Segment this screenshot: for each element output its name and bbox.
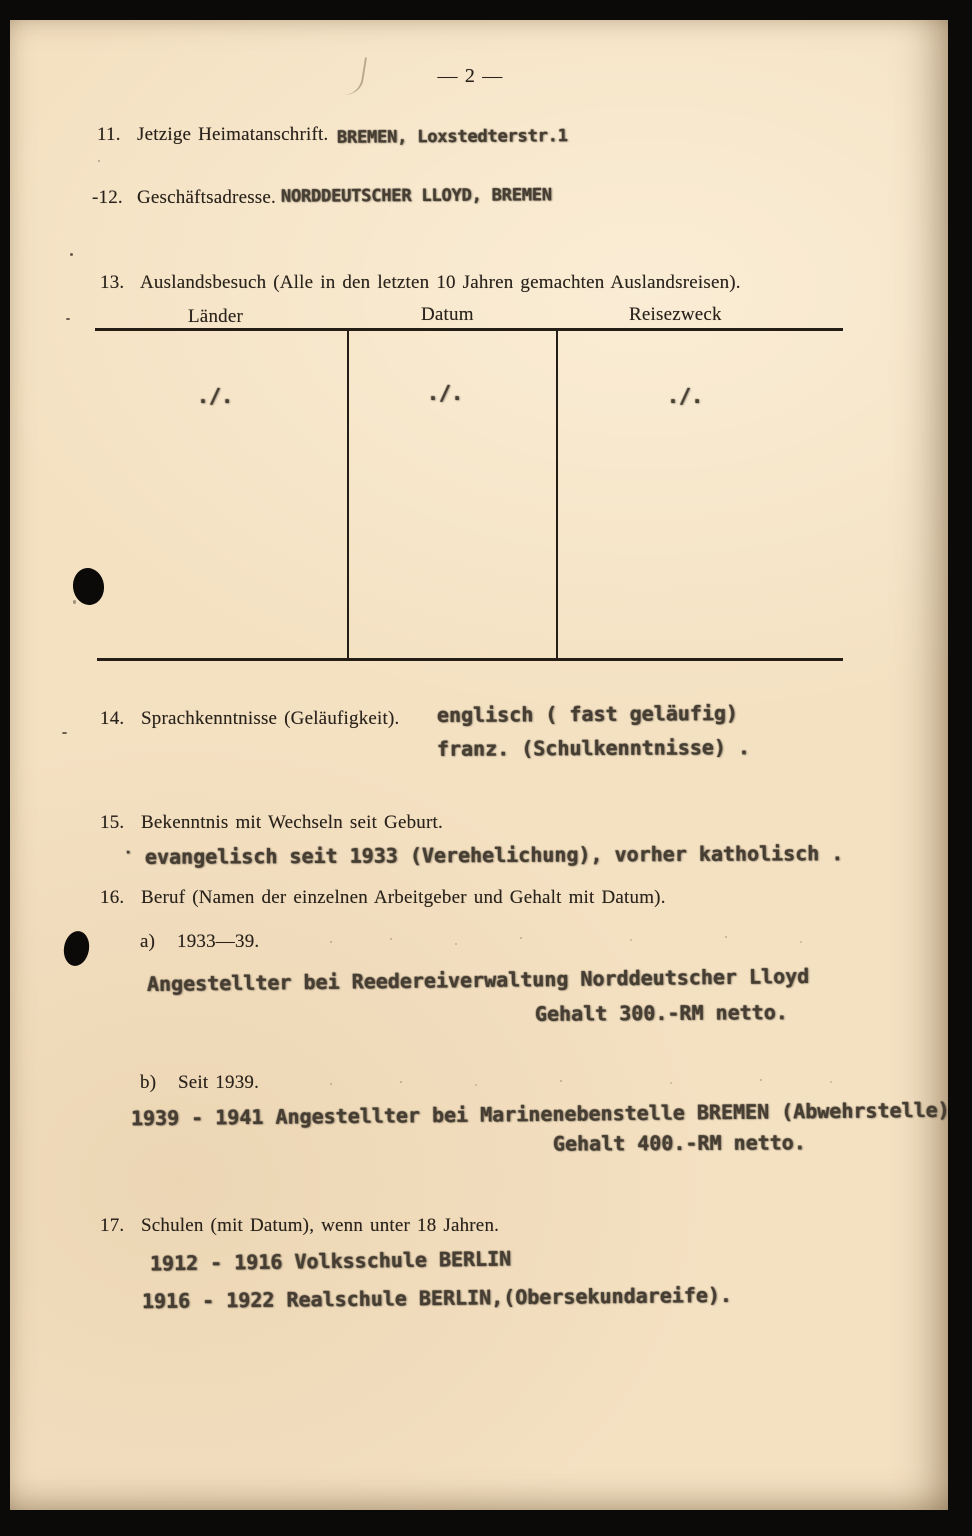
item-15-lead-mark: · <box>124 845 133 861</box>
table-column-divider-1 <box>347 331 349 658</box>
table-bottom-rule <box>97 658 843 661</box>
item-11-label: Jetzige Heimatanschrift. <box>137 124 329 145</box>
item-16-number: 16. <box>100 887 125 908</box>
item-17-typed-line2: 1916 - 1922 Realschule BERLIN,(Obersekundareife). <box>141 1282 733 1314</box>
item-15-label: Bekenntnis mit Wechseln seit Geburt. <box>141 812 443 833</box>
item-17-typed-line1: 1912 - 1916 Volksschule BERLIN <box>149 1246 512 1276</box>
item-16a-marker: a) <box>140 931 156 952</box>
table-header-laender: Länder <box>188 306 243 327</box>
item-14-typed-line2: franz. (Schulkenntnisse) . <box>436 735 751 761</box>
paper-speck <box>70 253 73 256</box>
paper-speck <box>62 732 67 734</box>
item-17-label: Schulen (mit Datum), wenn unter 18 Jahren. <box>141 1215 500 1236</box>
item-14-typed-line1: englisch ( fast geläufig) <box>436 700 739 728</box>
item-15-typed-value: evangelisch seit 1933 (Verehelichung), vorher katholisch . <box>144 841 844 869</box>
item-16b-typed-line1: 1939 - 1941 Angestellter bei Marinenebenstelle BREMEN (Abwehrstelle) <box>130 1097 950 1131</box>
table-column-divider-2 <box>556 331 558 658</box>
item-14-label: Sprachkenntnisse (Geläufigkeit). <box>141 708 400 729</box>
item-17-number: 17. <box>100 1215 125 1236</box>
item-15-number: 15. <box>100 812 125 833</box>
item-16a-label: 1933—39. <box>177 931 260 952</box>
paper-speck <box>98 160 100 162</box>
table-header-datum: Datum <box>421 304 474 325</box>
table-cell-reisezweck-value: ./. <box>667 384 704 408</box>
paper-speck <box>73 600 76 604</box>
dotted-guideline-16b <box>330 1083 332 1085</box>
item-14-number: 14. <box>100 708 125 729</box>
item-12-label: Geschäftsadresse. <box>137 187 276 208</box>
table-top-rule <box>95 328 843 331</box>
item-12-number: -12. <box>92 187 123 208</box>
item-12-typed-value: NORDDEUTSCHER LLOYD, BREMEN <box>280 185 553 207</box>
item-16a-typed-line1: Angestellter bei Reedereiverwaltung Norddeutscher Lloyd <box>146 963 810 997</box>
dotted-guideline-16a <box>330 941 332 943</box>
table-cell-datum-value: ./. <box>427 381 464 405</box>
table-cell-laender-value: ./. <box>197 384 234 408</box>
item-13-label: Auslandsbesuch (Alle in den letzten 10 Jahren gemachten Auslandsreisen). <box>140 272 741 293</box>
item-16a-typed-line2: Gehalt 300.-RM netto. <box>534 1000 788 1026</box>
item-16b-typed-line2: Gehalt 400.-RM netto. <box>552 1130 806 1156</box>
paper-speck <box>66 318 70 320</box>
item-16-label: Beruf (Namen der einzelnen Arbeitgeber und Gehalt mit Datum). <box>141 887 666 908</box>
item-11-typed-value: BREMEN, Loxstedterstr.1 <box>336 126 568 148</box>
page-number: — 2 — <box>437 65 503 87</box>
item-13-number: 13. <box>100 272 125 293</box>
item-16b-marker: b) <box>140 1072 157 1093</box>
table-header-reisezweck: Reisezweck <box>629 304 722 325</box>
item-16b-label: Seit 1939. <box>178 1072 260 1093</box>
item-11-number: 11. <box>97 124 121 145</box>
